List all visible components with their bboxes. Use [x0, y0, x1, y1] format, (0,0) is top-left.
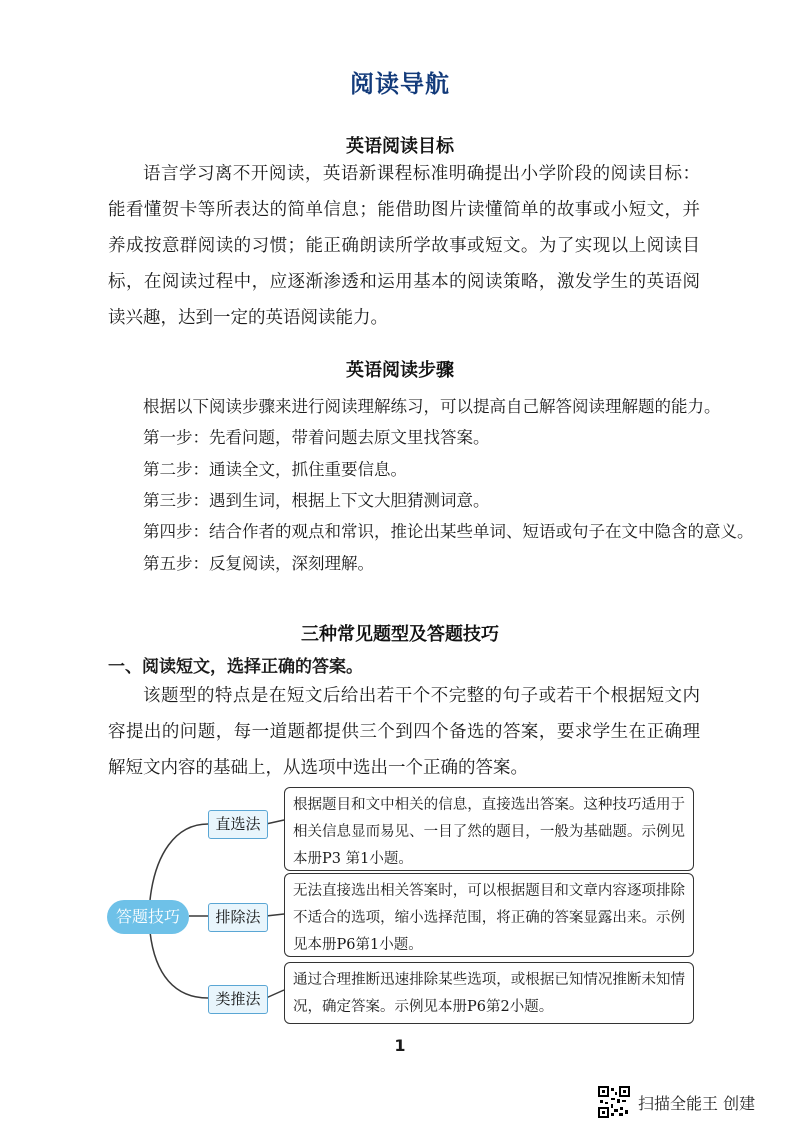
method-direct-choice: 直选法 [208, 810, 268, 839]
watermark-text: 扫描全能王 创建 [638, 1093, 756, 1113]
method-analogy: 类推法 [208, 985, 268, 1014]
method-direct-choice-note: 根据题目和文中相关的信息，直接选出答案。这种技巧适用于相关信息显而易见、一目了然的题目，一般为基础题。示例见本册P3 第1小题。 [284, 787, 694, 871]
step-item: 第三步：遇到生词，根据上下文大胆猜测词意。 [143, 491, 490, 510]
page-title: 阅读导航 [350, 69, 450, 98]
method-analogy-note: 通过合理推断迅速排除某些选项，或根据已知情况推断未知情况，确定答案。示例见本册P6第2小题。 [284, 962, 694, 1024]
section-title-reading-steps: 英语阅读步骤 [346, 360, 454, 381]
scanner-watermark [598, 1084, 755, 1120]
step-item: 第五步：反复阅读，深刻理解。 [143, 554, 374, 573]
step-item: 第四步：结合作者的观点和常识，推论出某些单词、短语或句子在文中隐含的意义。 [143, 522, 754, 541]
reading-steps-intro: 根据以下阅读步骤来进行阅读理解练习，可以提高自己解答阅读理解题的能力。 [143, 397, 721, 416]
question-type-heading: 一、阅读短文，选择正确的答案。 [108, 657, 363, 677]
page-number: 1 [394, 1036, 406, 1055]
reading-goals-paragraph: 语言学习离不开阅读，英语新课程标准明确提出小学阶段的阅读目标：能看懂贺卡等所表达的简单信息；能借助图片读懂简单的故事或小短文，并养成按意群阅读的习惯；能正确朗读所学故事或短文。为了实现以上阅读目标，在阅读过程中，应逐渐渗透和运用基本的阅读策略，激发学生的英语阅读兴趣，达到一定的英语阅读能力。 [108, 164, 700, 328]
method-elimination-note: 无法直接选出相关答案时，可以根据题目和文章内容逐项排除不适合的选项，缩小选择范围，将正确的答案显露出来。示例见本册P6第1小题。 [284, 873, 694, 957]
step-item: 第一步：先看问题，带着问题去原文里找答案。 [143, 428, 490, 447]
question-type-paragraph: 该题型的特点是在短文后给出若干个不完整的句子或若干个根据短文内容提出的问题，每一道题都提供三个到四个备选的答案，要求学生在正确理解短文内容的基础上，从选项中选出一个正确的答案。 [108, 686, 700, 778]
mindmap-center-node: 答题技巧 [107, 900, 189, 934]
method-elimination: 排除法 [208, 903, 268, 932]
section-title-question-types: 三种常见题型及答题技巧 [301, 624, 499, 645]
section-title-reading-goals: 英语阅读目标 [346, 136, 454, 157]
qr-code-icon [598, 1086, 630, 1118]
step-item: 第二步：通读全文，抓住重要信息。 [143, 460, 407, 479]
